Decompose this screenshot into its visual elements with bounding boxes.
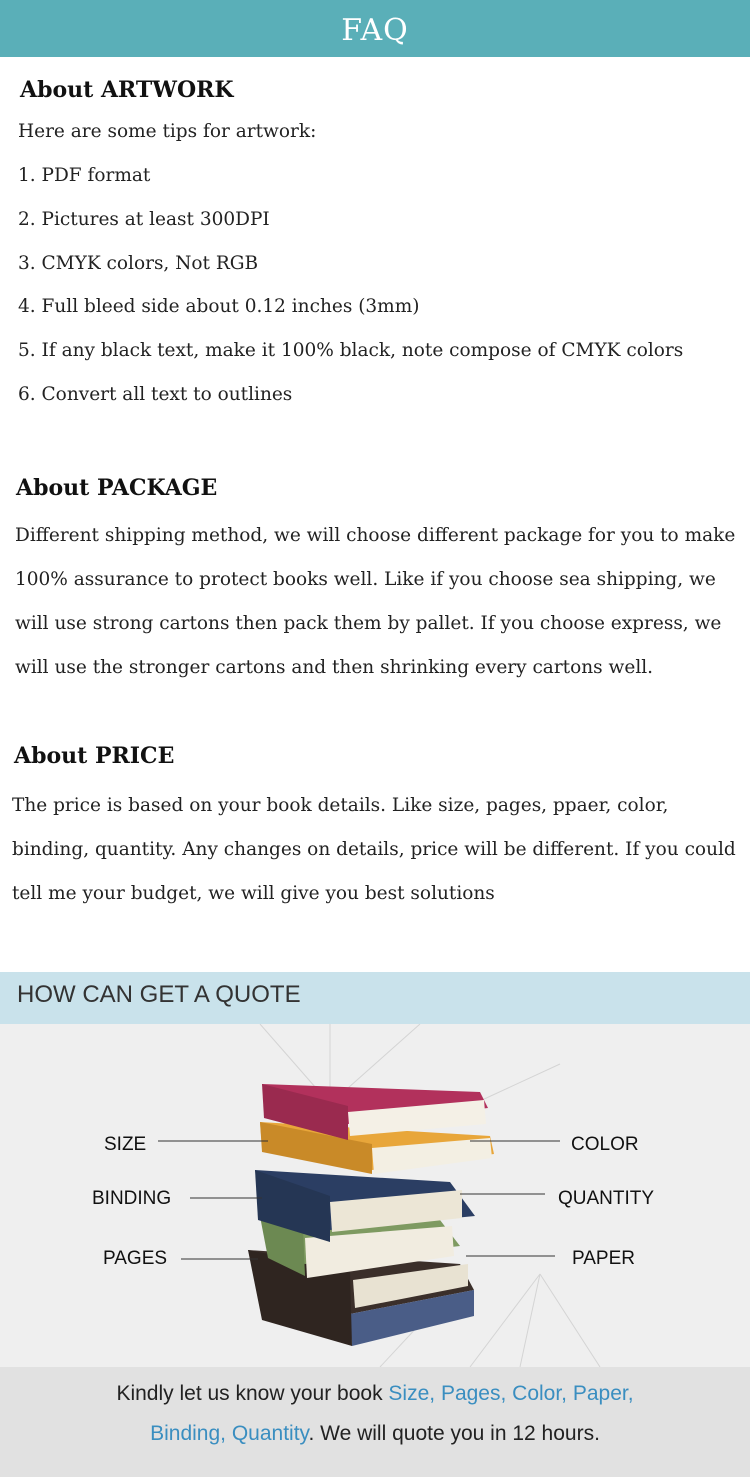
package-text: Different shipping method, we will choose different package for you to make 100% assurance to protect books well. Like if you choose sea shipping, we will use strong cartons then pack them by pallet. If you choose express, we will use the stronger cartons and then shrinking every cartons well.	[15, 525, 736, 678]
label-pages: PAGES	[103, 1248, 168, 1269]
faq-title-bar	[0, 0, 750, 57]
footer-text: . We will quote you in 12 hours.	[308, 1422, 600, 1445]
label-quantity: QUANTITY	[558, 1188, 655, 1209]
artwork-tip: 4. Full bleed side about 0.12 inches (3mm)	[18, 296, 420, 317]
label-binding: BINDING	[92, 1188, 172, 1209]
artwork-heading: About ARTWORK	[20, 77, 234, 103]
package-heading: About PACKAGE	[16, 475, 218, 501]
quote-title: HOW CAN GET A QUOTE	[17, 981, 301, 1008]
quote-section	[0, 972, 750, 1477]
label-paper: PAPER	[572, 1248, 636, 1269]
label-color: COLOR	[571, 1134, 639, 1155]
artwork-tip: 2. Pictures at least 300DPI	[18, 209, 270, 230]
footer-highlight: Binding, Quantity	[150, 1422, 309, 1445]
artwork-tip: 1. PDF format	[18, 165, 151, 186]
footer-text: Kindly let us know your book	[116, 1382, 389, 1405]
artwork-tip: 3. CMYK colors, Not RGB	[18, 253, 259, 274]
quote-footer-line-2	[0, 1422, 750, 1446]
artwork-tip: 5. If any black text, make it 100% black, note compose of CMYK colors	[18, 340, 684, 361]
artwork-intro: Here are some tips for artwork:	[18, 121, 317, 142]
artwork-tip: 6. Convert all text to outlines	[18, 384, 293, 405]
faq-title: FAQ	[341, 13, 409, 48]
price-text: The price is based on your book details. Like size, pages, ppaer, color, binding, quantity. Any changes on details, price will be different. If you could tell me your budget, we will give you best solutions	[12, 795, 736, 904]
quote-footer	[0, 1367, 750, 1477]
footer-highlight: Size, Pages, Color, Paper,	[388, 1382, 634, 1405]
quote-footer-line-1	[0, 1382, 750, 1406]
quote-title-bar	[0, 972, 750, 1024]
label-size: SIZE	[104, 1134, 147, 1155]
price-heading: About PRICE	[14, 743, 175, 769]
